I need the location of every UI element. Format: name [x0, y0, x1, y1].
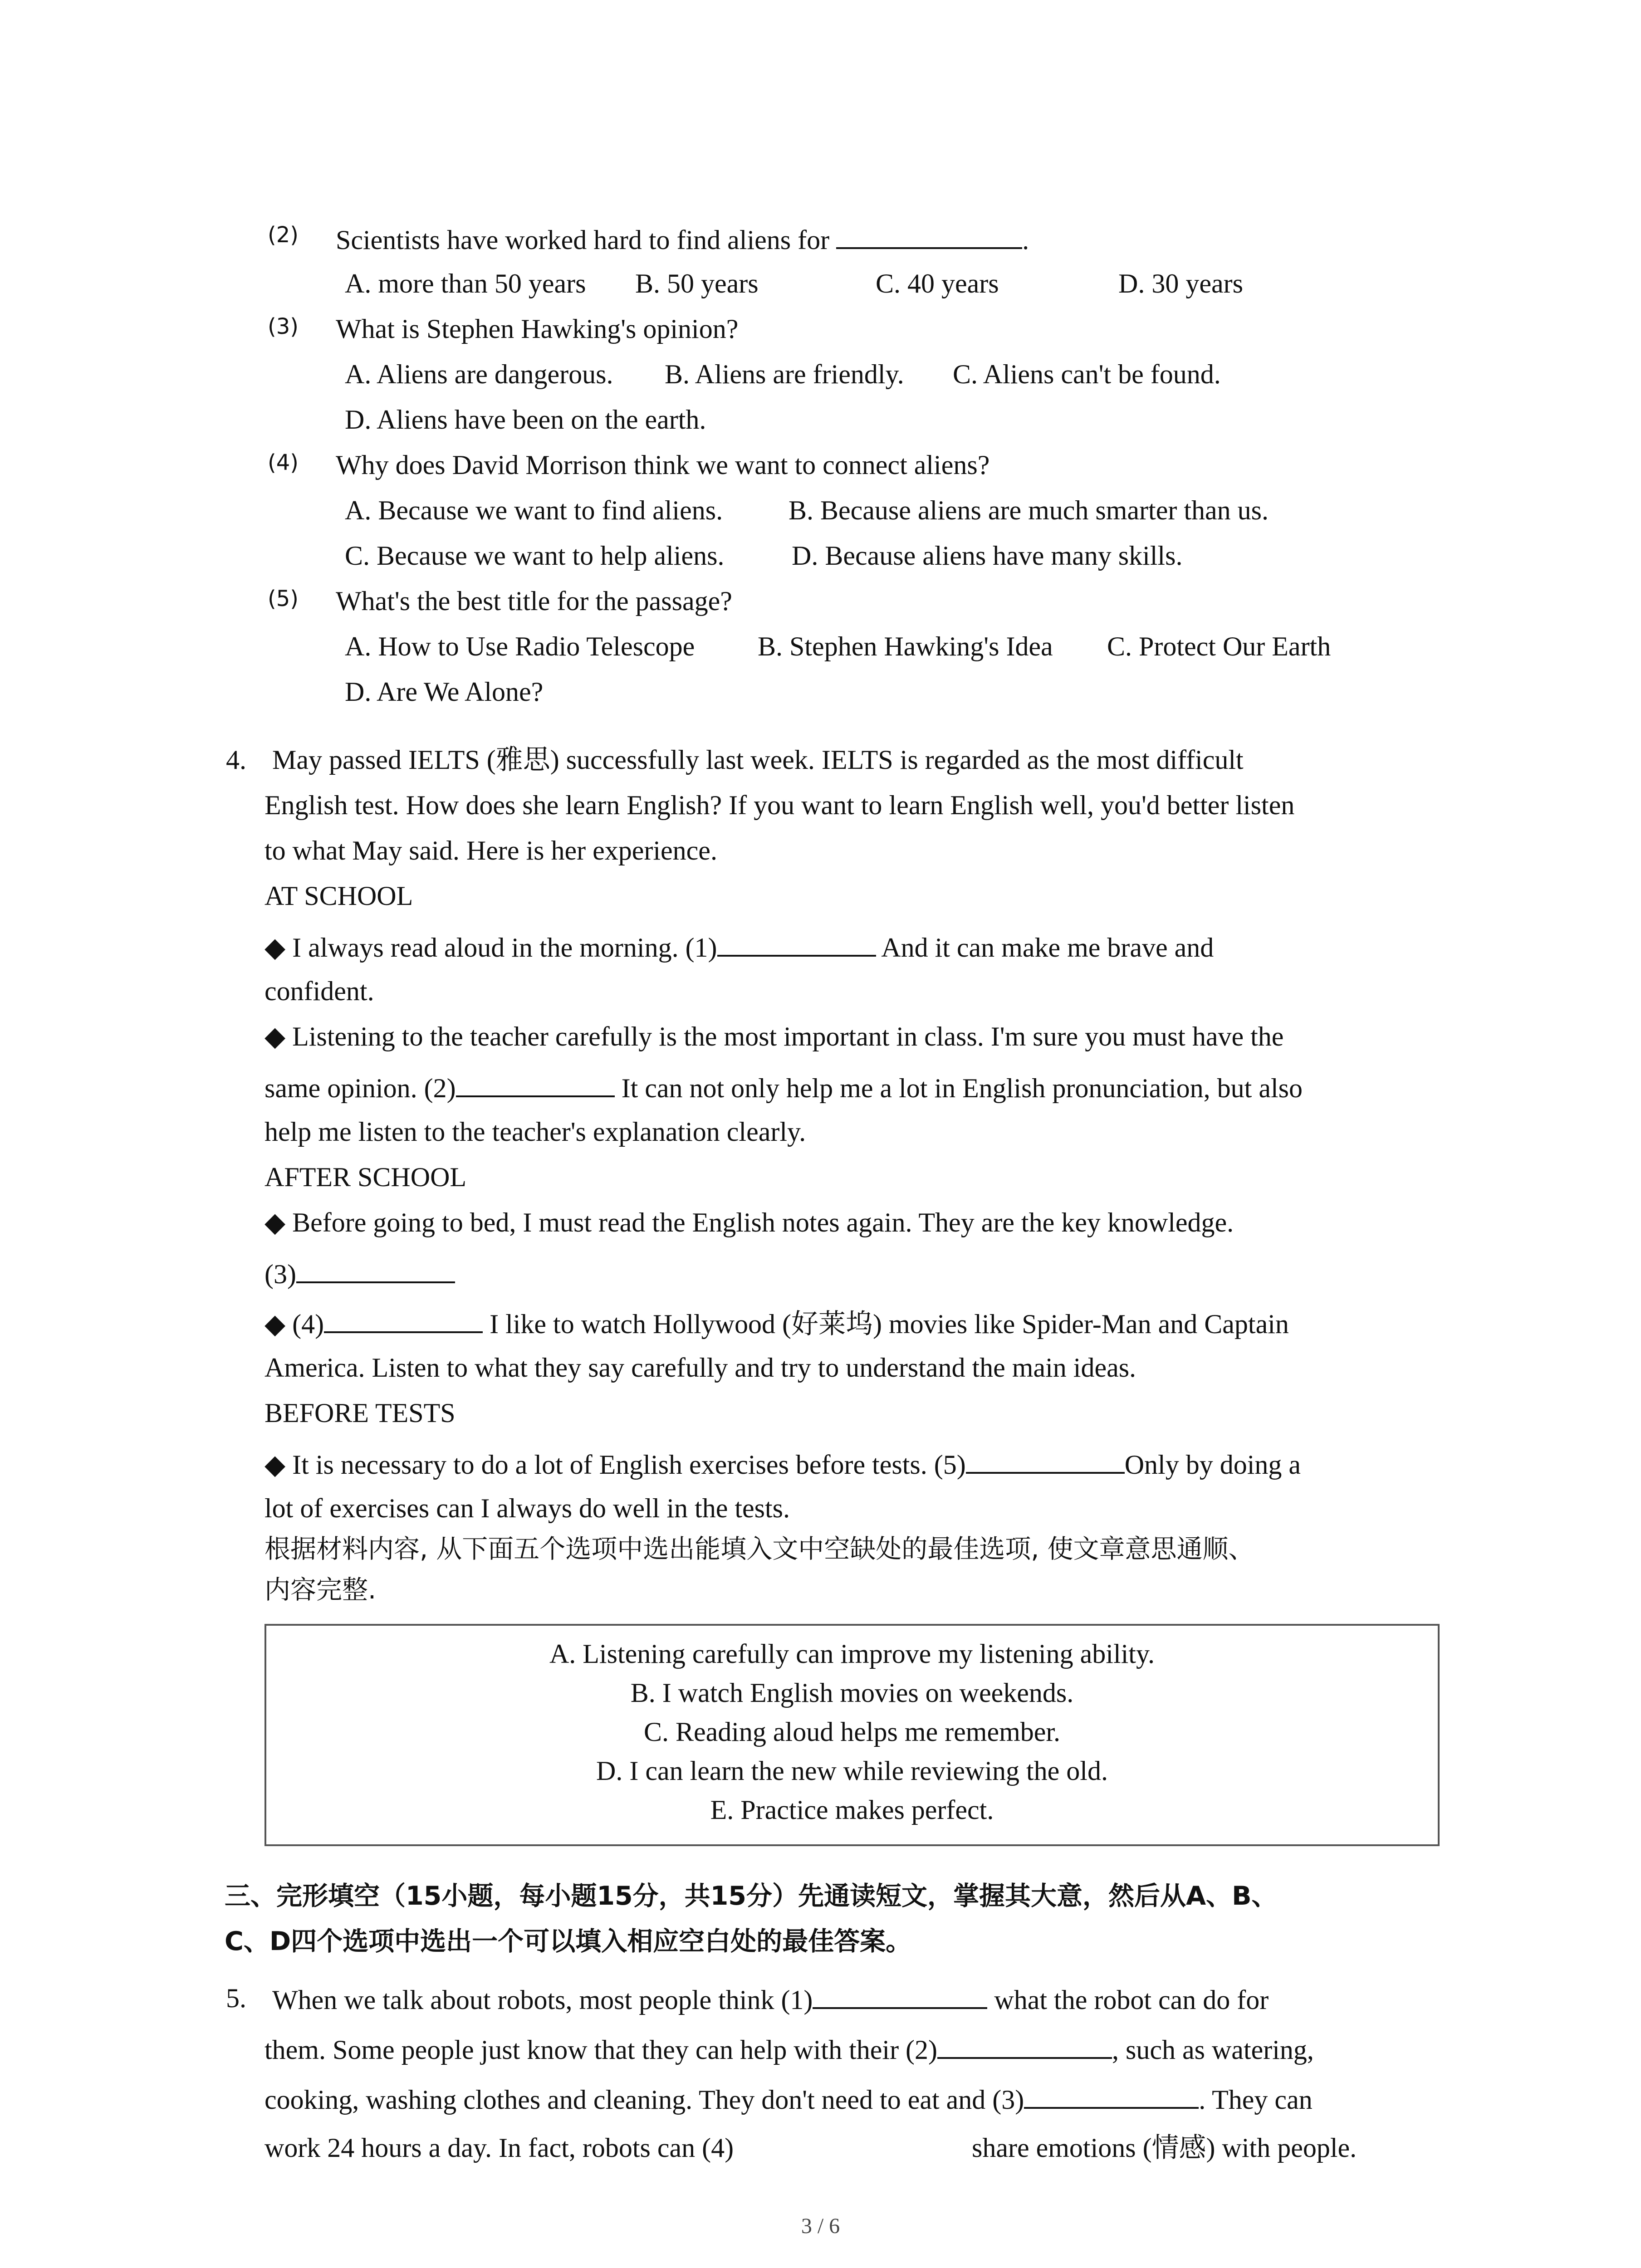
passage-line: ◆ Before going to bed, I must read the English notes again. They are the key knowledge.: [265, 1207, 1234, 1237]
passage-line: same opinion. (2) It can not only help me a lot in English pronunciation, but also: [265, 1068, 1303, 1106]
answer-blank: [324, 1304, 483, 1333]
passage-line: America. Listen to what they say carefully and try to understand the main ideas.: [265, 1353, 1136, 1383]
option: D. Aliens have been on the earth.: [345, 405, 706, 435]
option: A. Because we want to find aliens.: [345, 495, 723, 525]
section-title: 三、完形填空（15小题，每小题15分，共15分）先通读短文，掌握其大意，然后从A、B、: [225, 1881, 1278, 1911]
section-heading: AT SCHOOL: [265, 881, 413, 911]
passage-line: to what May said. Here is her experience.: [265, 836, 717, 865]
option: C. Because we want to help aliens.: [345, 541, 725, 571]
answer-blank: [813, 1980, 987, 2009]
options-row: A. more than 50 years: [345, 269, 586, 298]
option: B. Stephen Hawking's Idea: [758, 631, 1053, 661]
question-text: Scientists have worked hard to find aliens for .: [336, 220, 1029, 258]
option: B. Because aliens are much smarter than us.: [789, 495, 1269, 525]
item-number: (3): [268, 314, 299, 339]
question-number: 5.: [226, 1983, 246, 2013]
passage-line: (3): [265, 1254, 455, 1292]
option: D. 30 years: [1118, 269, 1243, 298]
answer-blank: [296, 1254, 455, 1283]
answer-blank: [836, 220, 1022, 249]
passage-line: English test. How does she learn English? If you want to learn English well, you'd better listen: [265, 790, 1295, 820]
passage-line: work 24 hours a day. In fact, robots can (4): [265, 2133, 734, 2163]
option: A. How to Use Radio Telescope: [345, 631, 695, 661]
page-number: 3 / 6: [801, 2214, 840, 2238]
passage-line: lot of exercises can I always do well in the tests.: [265, 1493, 790, 1523]
option: C. Aliens can't be found.: [953, 359, 1221, 389]
section-heading: BEFORE TESTS: [265, 1398, 456, 1428]
answer-blank: [937, 2030, 1112, 2059]
box-option: E. Practice makes perfect.: [710, 1795, 994, 1825]
passage-line: When we talk about robots, most people think (1) what the robot can do for: [272, 1980, 1269, 2018]
option: B. 50 years: [635, 269, 759, 298]
box-option: D. I can learn the new while reviewing the old.: [596, 1756, 1108, 1786]
passage-line: share emotions (情感) with people.: [972, 2133, 1357, 2163]
box-option: C. Reading aloud helps me remember.: [643, 1717, 1061, 1747]
option: D. Because aliens have many skills.: [792, 541, 1183, 571]
item-number: (4): [268, 450, 299, 475]
passage-line: confident.: [265, 976, 374, 1006]
passage-line: ◆ It is necessary to do a lot of English exercises before tests. (5) Only by doing a: [265, 1445, 1301, 1483]
instruction-line: 内容完整.: [265, 1575, 377, 1605]
instruction-line: 根据材料内容, 从下面五个选项中选出能填入文中空缺处的最佳选项, 使文章意思通顺、: [265, 1534, 1254, 1564]
section-heading: AFTER SCHOOL: [265, 1162, 467, 1192]
question-number: 4.: [226, 745, 246, 775]
option: B. Aliens are friendly.: [665, 359, 904, 389]
passage-line: ◆ (4) I like to watch Hollywood (好莱坞) movies like Spider-Man and Captain: [265, 1304, 1289, 1342]
option: C. 40 years: [876, 269, 999, 298]
answer-blank: [456, 1068, 615, 1097]
answer-blank: [1024, 2080, 1199, 2109]
option: C. Protect Our Earth: [1107, 631, 1331, 661]
box-option: A. Listening carefully can improve my listening ability.: [549, 1639, 1155, 1669]
passage-line: ◆ Listening to the teacher carefully is the most important in class. I'm sure you must have the: [265, 1022, 1284, 1051]
passage-line: May passed IELTS (雅思) successfully last week. IELTS is regarded as the most difficult: [272, 745, 1244, 775]
section-title: C、D四个选项中选出一个可以填入相应空白处的最佳答案。: [225, 1926, 912, 1956]
passage-line: cooking, washing clothes and cleaning. They don't need to eat and (3) . They can: [265, 2080, 1313, 2118]
options-box: [265, 1624, 1440, 1846]
item-number: (2): [268, 222, 299, 248]
question-text: What is Stephen Hawking's opinion?: [336, 314, 739, 344]
passage-line: them. Some people just know that they can help with their (2) , such as watering,: [265, 2030, 1314, 2068]
item-number: (5): [268, 586, 299, 611]
answer-blank: [966, 1445, 1125, 1474]
box-option: B. I watch English movies on weekends.: [630, 1678, 1074, 1708]
question-text: Why does David Morrison think we want to connect aliens?: [336, 450, 990, 480]
passage-line: ◆ I always read aloud in the morning. (1) And it can make me brave and: [265, 928, 1214, 966]
option: A. Aliens are dangerous.: [345, 359, 613, 389]
question-text: What's the best title for the passage?: [336, 586, 732, 616]
answer-blank: [717, 928, 876, 957]
option: D. Are We Alone?: [345, 677, 544, 707]
passage-line: help me listen to the teacher's explanation clearly.: [265, 1117, 806, 1147]
